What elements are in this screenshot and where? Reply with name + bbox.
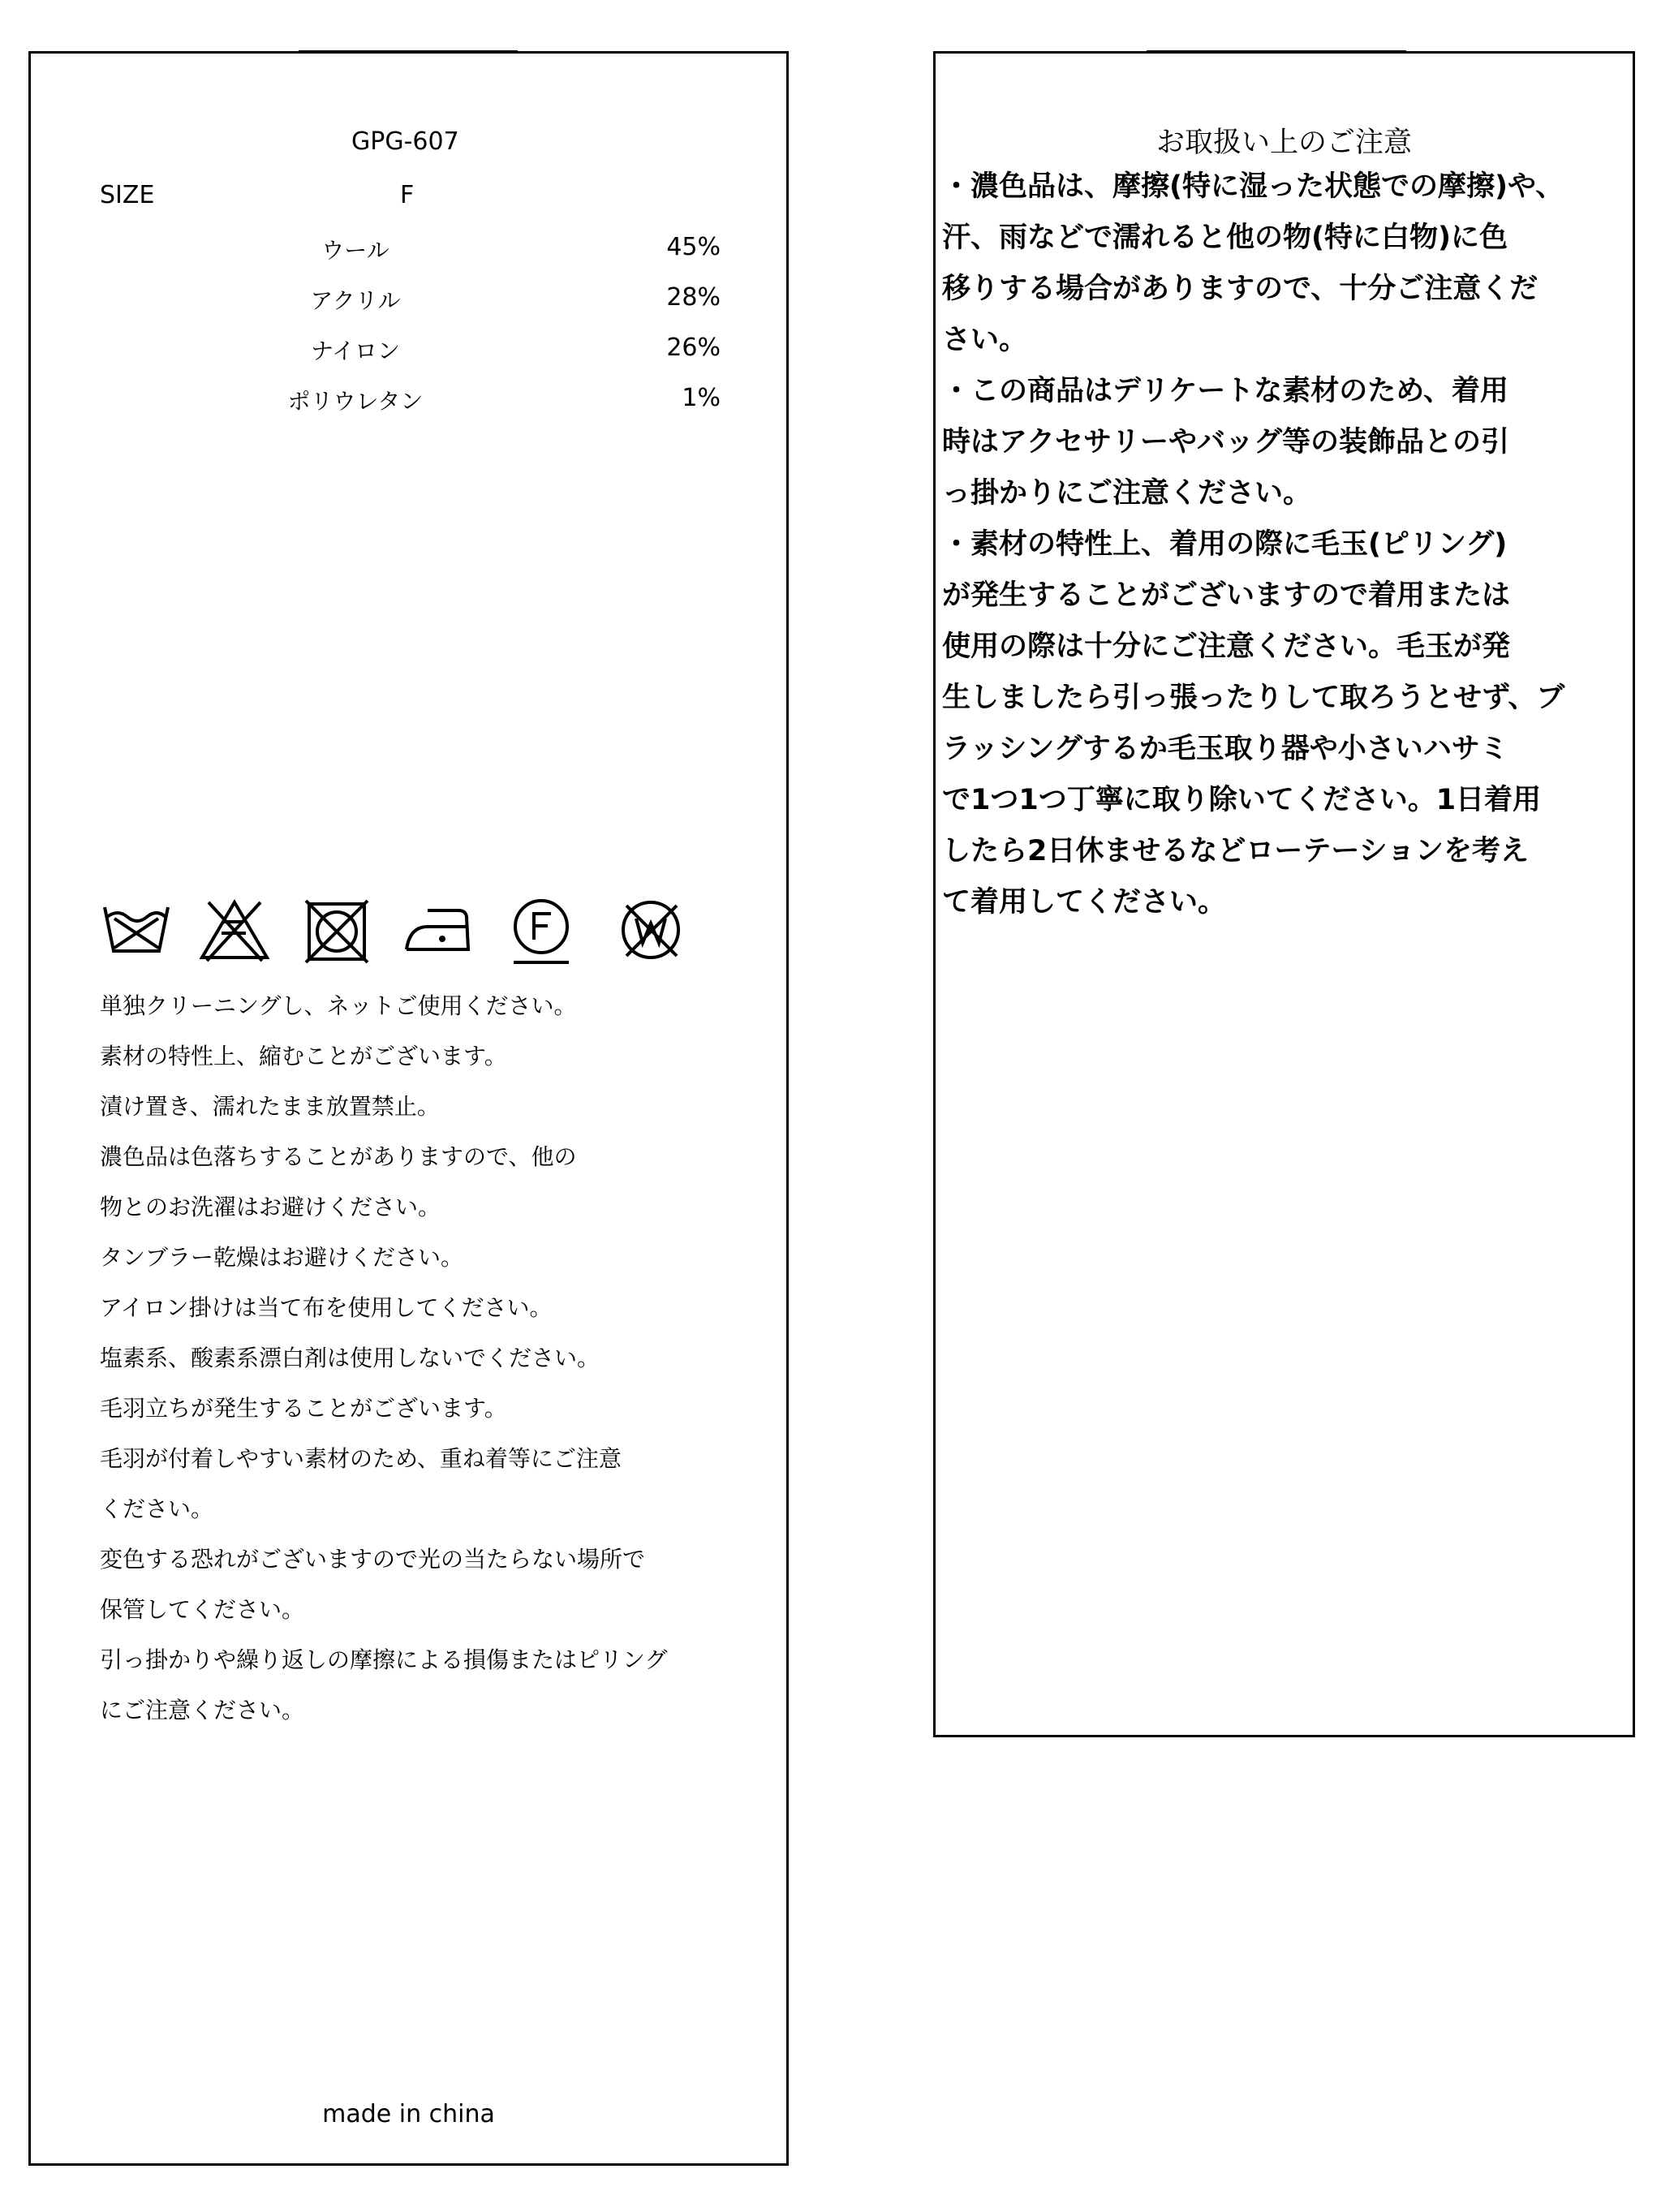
notice-line: て着用してください。 [942,886,1227,919]
notice-line: で1つ1つ丁寧に取り除いてください。1日着用 [942,784,1542,816]
care-instruction: ください。 [100,1495,214,1522]
top-tick-mark [299,50,518,53]
iron-low-icon [400,897,475,962]
notice-line: っ掛かりにご注意ください。 [942,477,1312,510]
material-name: ウール [321,237,389,264]
material-percent: 1% [682,384,721,412]
care-instruction: 変色する恐れがございますので光の当たらない場所で [100,1546,646,1573]
no-wet-clean-icon [615,897,688,966]
notice-line: 生しましたら引っ張ったりして取ろうとせず、ブ [942,682,1565,714]
care-instruction: 塩素系、酸素系漂白剤は使用しないでください。 [100,1345,600,1371]
notice-line: 使用の際は十分にご注意ください。毛玉が発 [942,630,1511,663]
care-instruction: 保管してください。 [100,1596,305,1623]
notice-line: 時はアクセサリーやバッグ等の装飾品との引 [942,426,1509,458]
notice-line: ラッシングするか毛玉取り器や小さいハサミ [942,733,1508,765]
care-symbols-row [100,897,733,966]
notice-line: ・この商品はデリケートな素材のため、着用 [942,375,1508,407]
no-tumble-dry-icon [303,897,371,966]
notice-line: 汗、雨などで濡れると他の物(特に白物)に色 [942,222,1508,254]
top-tick-mark [1147,50,1406,53]
no-bleach-icon [197,897,272,962]
care-instruction: 単独クリーニングし、ネットご使用ください。 [100,992,577,1019]
material-name: アクリル [310,287,401,314]
notice-line: が発生することがございますので着用または [942,579,1511,612]
care-instruction: 漬け置き、濡れたまま放置禁止。 [100,1093,440,1120]
handling-notice-panel [933,51,1635,1737]
hand-wash-icon [100,897,173,962]
care-instruction: 毛羽立ちが発生することがございます。 [100,1395,507,1422]
material-percent: 28% [666,283,721,312]
care-instruction: アイロン掛けは当て布を使用してください。 [100,1294,553,1321]
care-instruction: にご注意ください。 [100,1697,305,1724]
size-value: F [400,181,415,209]
notice-title: お取扱い上のご注意 [1155,127,1412,159]
material-name: ポリウレタン [287,388,424,415]
notice-line: したら2日休ませるなどローテーションを考え [942,835,1529,867]
material-name: ナイロン [310,338,401,364]
notice-line: 移りする場合がありますので、十分ご注意くだ [942,273,1538,305]
country-of-origin: made in china [322,2100,495,2128]
notice-line: ・濃色品は、摩擦(特に湿った状態での摩擦)や、 [942,170,1564,203]
material-percent: 26% [666,334,721,362]
dry-clean-f-icon [506,897,579,966]
notice-line: ・素材の特性上、着用の際に毛玉(ピリング) [942,528,1508,561]
care-instructions-list [100,990,667,1745]
notice-text [942,169,1564,936]
care-instruction: 毛羽が付着しやすい素材のため、重ね着等にご注意 [100,1445,622,1472]
care-instruction: 物とのお洗濯はお避けください。 [100,1194,441,1220]
care-instruction: 濃色品は色落ちすることがありますので、他の [100,1143,577,1170]
notice-line: さい。 [942,324,1028,356]
care-instruction: 引っ掛かりや繰り返しの摩擦による損傷またはピリング [100,1646,668,1673]
care-instruction: 素材の特性上、縮むことがございます。 [100,1043,507,1069]
model-number: GPG-607 [351,127,459,156]
care-instruction: タンブラー乾燥はお避けください。 [100,1244,464,1271]
material-percent: 45% [666,233,721,261]
care-label-panel [28,51,789,2166]
size-label: SIZE [100,181,155,209]
